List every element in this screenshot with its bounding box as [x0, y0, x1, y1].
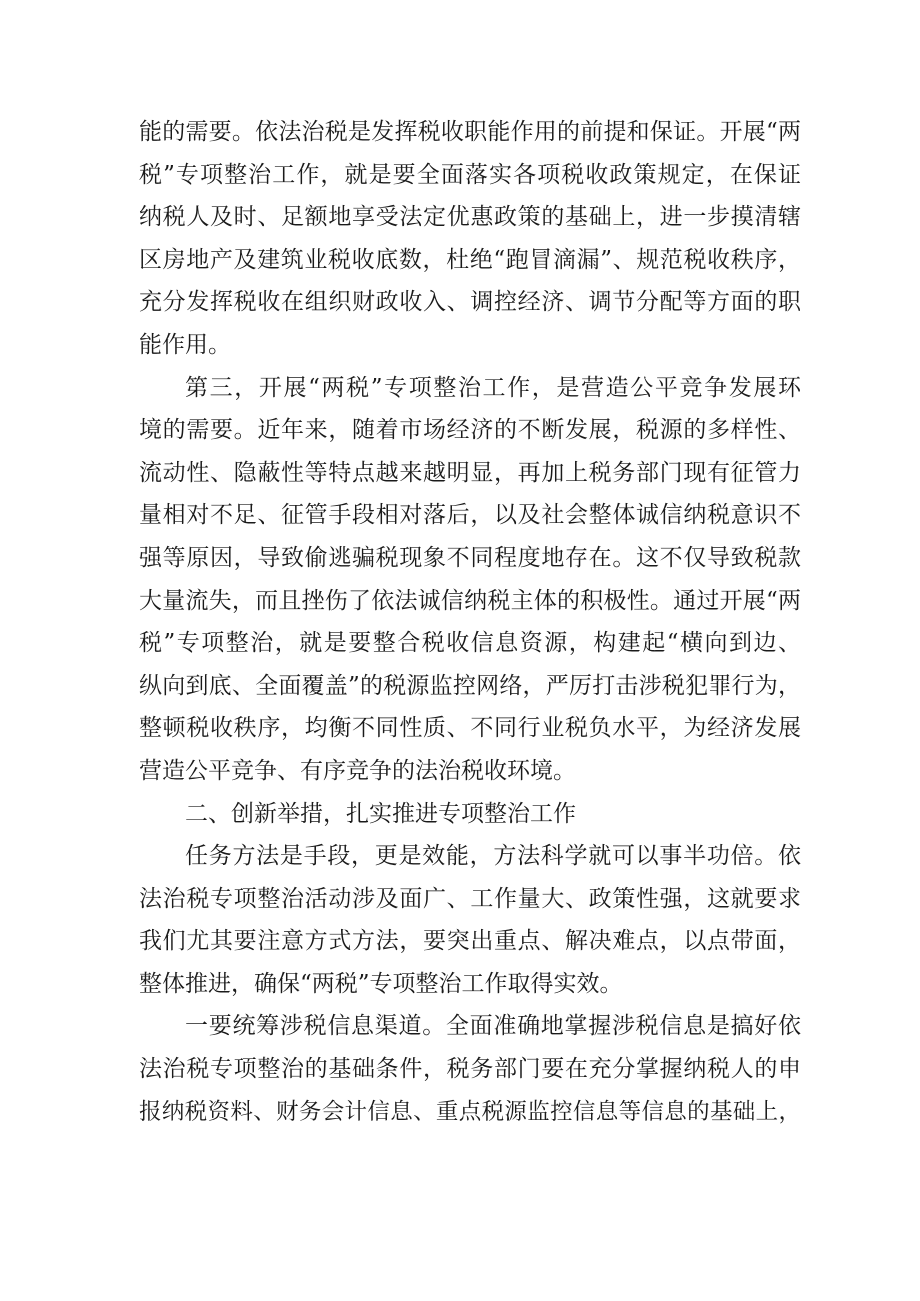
text-line: 能作用。 [139, 331, 231, 358]
text-line: 法治税专项整治的基础条件，税务部门要在充分掌握纳税人的申 [139, 1056, 801, 1083]
text-line: 能的需要。依法治税是发挥税收职能作用的前提和保证。开展“两 [139, 119, 801, 145]
text-line: 一要统筹涉税信息渠道。全面准确地掌握涉税信息是搞好依 [185, 1013, 801, 1040]
text-line: 二、创新举措，扎实推进专项整治工作 [185, 800, 576, 827]
text-line: 我们尤其要注意方式方法，要突出重点、解决难点，以点带面， [139, 928, 801, 955]
text-line: 充分发挥税收在组织财政收入、调控经济、调节分配等方面的职 [139, 289, 801, 316]
text-line: 纵向到底、全面覆盖”的税源监控网络，严厉打击涉税犯罪行为， [139, 672, 801, 699]
text-line: 报纳税资料、财务会计信息、重点税源监控信息等信息的基础上， [139, 1098, 801, 1125]
text-line: 税”专项整治，就是要整合税收信息资源，构建起“横向到边、 [139, 630, 801, 657]
text-line: 量相对不足、征管手段相对落后，以及社会整体诚信纳税意识不 [139, 502, 801, 529]
text-line: 税”专项整治工作，就是要全面落实各项税收政策规定，在保证 [139, 161, 801, 188]
document-body [139, 111, 801, 1133]
text-line: 境的需要。近年来，随着市场经济的不断发展，税源的多样性、 [139, 417, 801, 444]
text-line: 任务方法是手段，更是效能，方法科学就可以事半功倍。依 [185, 843, 801, 870]
text-line: 法治税专项整治活动涉及面广、工作量大、政策性强，这就要求 [139, 885, 801, 912]
text-line: 强等原因，导致偷逃骗税现象不同程度地存在。这不仅导致税款 [139, 544, 801, 571]
text-line: 整顿税收秩序，均衡不同性质、不同行业税负水平，为经济发展 [139, 715, 801, 742]
text-line: 流动性、隐蔽性等特点越来越明显，再加上税务部门现有征管力 [139, 459, 801, 486]
text-line: 整体推进，确保“两税”专项整治工作取得实效。 [139, 970, 623, 997]
text-line: 营造公平竞争、有序竞争的法治税收环境。 [139, 757, 576, 784]
text-line: 区房地产及建筑业税收底数，杜绝“跑冒滴漏”、规范税收秩序， [139, 246, 801, 273]
text-line: 纳税人及时、足额地享受法定优惠政策的基础上，进一步摸清辖 [139, 204, 801, 231]
text-line: 第三，开展“两税”专项整治工作，是营造公平竞争发展环 [185, 374, 801, 401]
text-line: 大量流失，而且挫伤了依法诚信纳税主体的积极性。通过开展“两 [139, 587, 801, 614]
